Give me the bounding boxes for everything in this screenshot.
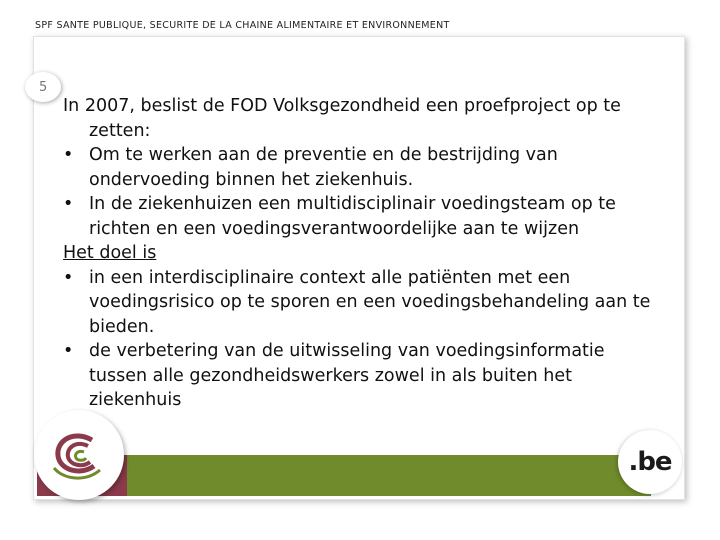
intro-text: In 2007, beslist de FOD Volksgezondheid een proefproject op te zetten: xyxy=(63,96,621,141)
intro-bullet-text: In de ziekenhuizen een multidisciplinair voedingsteam op te richten en een voedingsverantwoordelijke aan te wijzen xyxy=(89,194,616,239)
intro-bullet-text: Om te werken aan de preventie en de bestrijding van ondervoeding binnen het ziekenhuis. xyxy=(89,145,558,190)
bullet-icon: • xyxy=(63,194,74,214)
footer-bar xyxy=(37,455,651,496)
goal-bullet xyxy=(63,339,668,413)
goal-heading: Het doel is xyxy=(63,243,157,263)
bullet-icon: • xyxy=(63,267,74,288)
goal-bullet-text: in een interdisciplinaire context alle patiënten met een voedingsrisico op te sporen en een voedingsbehandeling aan te bieden. xyxy=(89,267,651,337)
federal-swirl-icon xyxy=(34,410,124,500)
intro-bullet xyxy=(63,143,668,192)
organization-header: SPF SANTE PUBLIQUE, SECURITE DE LA CHAINE ALIMENTAIRE ET ENVIRONNEMENT xyxy=(35,20,450,31)
slide-number: 5 xyxy=(25,72,61,102)
goal-bullet xyxy=(63,266,668,340)
slide-content xyxy=(63,94,668,413)
federal-logo xyxy=(34,410,124,500)
be-logo xyxy=(618,430,682,494)
bullet-icon: • xyxy=(63,145,74,165)
be-logo-text: .be xyxy=(628,447,672,477)
goal-bullet-text: de verbetering van de uitwisseling van voedingsinformatie tussen alle gezondheidswerkers zowel in als buiten het ziekenhuis xyxy=(89,341,605,410)
intro-bullet xyxy=(63,192,668,241)
bullet-icon: • xyxy=(63,341,74,361)
